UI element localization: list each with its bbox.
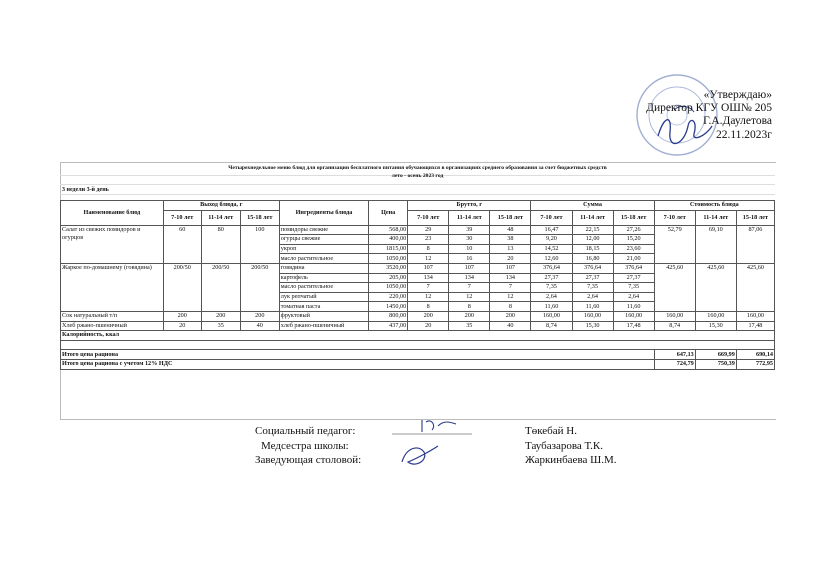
title-line-2: лето - осень 2023 год: [391, 173, 444, 179]
table-cell: 800,00: [369, 311, 408, 321]
table-cell: 16,47: [531, 225, 572, 235]
table-cell: 8,74: [654, 321, 695, 331]
table-cell: Цена: [369, 201, 408, 226]
table-cell: 400,00: [369, 235, 408, 245]
table-cell: 15-18 лет: [736, 210, 774, 225]
table-cell: 12: [408, 292, 449, 302]
table-cell: 35: [201, 321, 240, 331]
approval-date: 22.11.2023г: [715, 128, 772, 141]
table-cell: 200: [408, 311, 449, 321]
table-cell: 39: [449, 225, 490, 235]
calories-row: [61, 331, 775, 341]
table-cell: 376,64: [613, 263, 654, 273]
table-cell: фруктовый: [279, 311, 368, 321]
table-row: [61, 311, 775, 321]
table-cell: 17,48: [736, 321, 774, 331]
table-cell: 772,95: [736, 359, 774, 369]
table-cell: 134: [408, 273, 449, 283]
table-cell: Наименование блюд: [61, 201, 164, 226]
table-cell: 12,60: [531, 254, 572, 264]
table-cell: 18,15: [572, 244, 613, 254]
table-cell: Итого цена рациона с учетом 12% НДС: [61, 359, 655, 369]
table-cell: говядина: [279, 263, 368, 273]
total-row: [61, 350, 775, 360]
table-cell: 200/50: [240, 263, 279, 311]
table-cell: 23: [408, 235, 449, 245]
table-cell: 21,00: [613, 254, 654, 264]
table-cell: 7,35: [613, 283, 654, 293]
table-cell: 87,06: [736, 225, 774, 263]
table-cell: 107: [490, 263, 531, 273]
table-cell: 568,00: [369, 225, 408, 235]
table-cell: 8: [449, 302, 490, 312]
grid-line: [60, 184, 775, 185]
table-cell: 7-10 лет: [163, 210, 201, 225]
menu-table-body: [61, 201, 775, 370]
table-row: [61, 321, 775, 331]
table-cell: 15,20: [613, 235, 654, 245]
table-cell: 17,48: [613, 321, 654, 331]
table-cell: 15,30: [695, 321, 736, 331]
table-cell: 160,00: [613, 311, 654, 321]
header-row: [61, 210, 775, 225]
table-cell: 7-10 лет: [531, 210, 572, 225]
table-cell: 3520,00: [369, 263, 408, 273]
table-cell: 11,60: [613, 302, 654, 312]
document-title: [60, 164, 775, 180]
table-cell: Стоимость блюда: [654, 201, 774, 211]
table-cell: 160,00: [572, 311, 613, 321]
table-cell: 425,60: [736, 263, 774, 311]
table-cell: 11-14 лет: [695, 210, 736, 225]
table-cell: 100: [240, 225, 279, 263]
table-cell: 647,13: [654, 350, 695, 360]
table-cell: 160,00: [736, 311, 774, 321]
total-vat-row: [61, 359, 775, 369]
table-cell: Жаркое по-домашнему (говядина): [61, 263, 164, 311]
table-cell: помидоры свежие: [279, 225, 368, 235]
table-cell: 20: [490, 254, 531, 264]
table-cell: Сумма: [531, 201, 654, 211]
table-cell: 134: [490, 273, 531, 283]
table-cell: 69,10: [695, 225, 736, 263]
table-cell: 35: [449, 321, 490, 331]
table-cell: 40: [240, 321, 279, 331]
table-cell: 8: [490, 302, 531, 312]
signature-name: Жаркинбаева Ш.М.: [525, 454, 617, 466]
table-cell: 12: [449, 292, 490, 302]
table-cell: Калорийность, ккал: [61, 331, 775, 341]
table-cell: 205,00: [369, 273, 408, 283]
table-cell: 200/50: [201, 263, 240, 311]
table-cell: 1450,00: [369, 302, 408, 312]
table-cell: 1050,00: [369, 254, 408, 264]
table-cell: 134: [449, 273, 490, 283]
table-cell: 7-10 лет: [408, 210, 449, 225]
table-cell: 12,00: [572, 235, 613, 245]
canteen-head-signature: [388, 440, 448, 470]
table-cell: Выход блюда, г: [163, 201, 279, 211]
table-cell: Салат из свежих помидоров и огурцов: [61, 225, 164, 263]
table-cell: 200: [449, 311, 490, 321]
table-cell: 27,37: [531, 273, 572, 283]
table-cell: 8,74: [531, 321, 572, 331]
table-cell: 160,00: [695, 311, 736, 321]
table-cell: 690,14: [736, 350, 774, 360]
table-cell: 80: [201, 225, 240, 263]
table-cell: 11-14 лет: [572, 210, 613, 225]
table-cell: 200: [240, 311, 279, 321]
table-cell: 15-18 лет: [613, 210, 654, 225]
table-cell: 7: [408, 283, 449, 293]
approval-block: [632, 89, 772, 142]
table-cell: 2,64: [613, 292, 654, 302]
approval-heading: «Утверждаю»: [703, 89, 772, 101]
table-cell: 23,60: [613, 244, 654, 254]
approval-director: Г.А.Даулетова: [703, 115, 772, 128]
signature-role: Социальный педагог:: [255, 425, 356, 437]
table-cell: 7: [449, 283, 490, 293]
table-cell: 27,37: [613, 273, 654, 283]
table-cell: 15-18 лет: [490, 210, 531, 225]
table-cell: 750,39: [695, 359, 736, 369]
table-row: [61, 225, 775, 235]
table-cell: 11-14 лет: [449, 210, 490, 225]
table-cell: 12: [490, 292, 531, 302]
table-cell: 20: [163, 321, 201, 331]
table-cell: 724,79: [654, 359, 695, 369]
table-cell: Сок натуральный т/п: [61, 311, 164, 321]
table-cell: 437,00: [369, 321, 408, 331]
table-cell: 15-18 лет: [240, 210, 279, 225]
table-cell: 27,26: [613, 225, 654, 235]
signature-name: Төкебай Н.: [525, 425, 577, 437]
table-cell: Ингредиенты блюда: [279, 201, 368, 226]
table-cell: 2,64: [531, 292, 572, 302]
signature-role: Медсестра школы:: [261, 439, 349, 452]
table-cell: 15,30: [572, 321, 613, 331]
table-cell: 30: [449, 235, 490, 245]
week-label: 3 недели 3-й день: [62, 187, 109, 193]
table-cell: 425,60: [654, 263, 695, 311]
table-cell: 10: [449, 244, 490, 254]
table-cell: 60: [163, 225, 201, 263]
table-cell: 107: [408, 263, 449, 273]
table-cell: 40: [490, 321, 531, 331]
table-cell: 11-14 лет: [201, 210, 240, 225]
table-cell: 16: [449, 254, 490, 264]
table-cell: 220,00: [369, 292, 408, 302]
table-cell: Брутто, г: [408, 201, 531, 211]
header-row: [61, 201, 775, 211]
table-cell: 107: [449, 263, 490, 273]
table-cell: 669,99: [695, 350, 736, 360]
table-cell: масло растительное: [279, 283, 368, 293]
table-cell: лук репчатый: [279, 292, 368, 302]
table-cell: 7,35: [572, 283, 613, 293]
table-cell: 200/50: [163, 263, 201, 311]
table-cell: Хлеб ржано-пшеничный: [61, 321, 164, 331]
table-cell: томатная паста: [279, 302, 368, 312]
table-cell: 160,00: [531, 311, 572, 321]
menu-table: [60, 200, 775, 370]
table-cell: 376,64: [531, 263, 572, 273]
table-cell: огурцы свежие: [279, 235, 368, 245]
table-cell: 9,20: [531, 235, 572, 245]
table-cell: 7: [490, 283, 531, 293]
table-cell: 27,37: [572, 273, 613, 283]
table-cell: 48: [490, 225, 531, 235]
table-cell: 52,79: [654, 225, 695, 263]
table-cell: 2,64: [572, 292, 613, 302]
table-cell: 1050,00: [369, 283, 408, 293]
table-cell: укроп: [279, 244, 368, 254]
table-cell: 7,35: [531, 283, 572, 293]
signature-role: Заведующая столовой:: [255, 454, 362, 466]
title-line-1: Четырехнедельное меню блюд для организации бесплатного питания обучающихся в организациях среднего образования за счет бюджетных средств: [228, 165, 607, 171]
table-cell: 1815,00: [369, 244, 408, 254]
table-cell: 29: [408, 225, 449, 235]
table-cell: 425,60: [695, 263, 736, 311]
table-cell: 376,64: [572, 263, 613, 273]
table-cell: хлеб ржано-пшеничный: [279, 321, 368, 331]
table-cell: 200: [163, 311, 201, 321]
table-cell: 13: [490, 244, 531, 254]
table-cell: 14,52: [531, 244, 572, 254]
spacer-row: [61, 340, 775, 350]
table-cell: масло растительное: [279, 254, 368, 264]
table-cell: 7-10 лет: [654, 210, 695, 225]
table-cell: 20: [408, 321, 449, 331]
table-cell: 38: [490, 235, 531, 245]
table-cell: 160,00: [654, 311, 695, 321]
table-cell: 11,60: [572, 302, 613, 312]
approval-position: Директор КГУ ОШ№ 205: [646, 102, 772, 115]
table-cell: Итого цена рациона: [61, 350, 655, 360]
table-cell: 8: [408, 244, 449, 254]
table-cell: 22,15: [572, 225, 613, 235]
table-cell: 16,80: [572, 254, 613, 264]
signature-name: Таубазарова Т.К.: [525, 439, 603, 452]
table-cell: [61, 340, 775, 350]
table-row: [61, 263, 775, 273]
table-cell: 8: [408, 302, 449, 312]
grid-line: [60, 194, 775, 195]
table-cell: картофель: [279, 273, 368, 283]
table-cell: 12: [408, 254, 449, 264]
table-cell: 200: [201, 311, 240, 321]
social-pedagogue-signature: [392, 416, 472, 438]
table-cell: 11,60: [531, 302, 572, 312]
table-cell: 200: [490, 311, 531, 321]
